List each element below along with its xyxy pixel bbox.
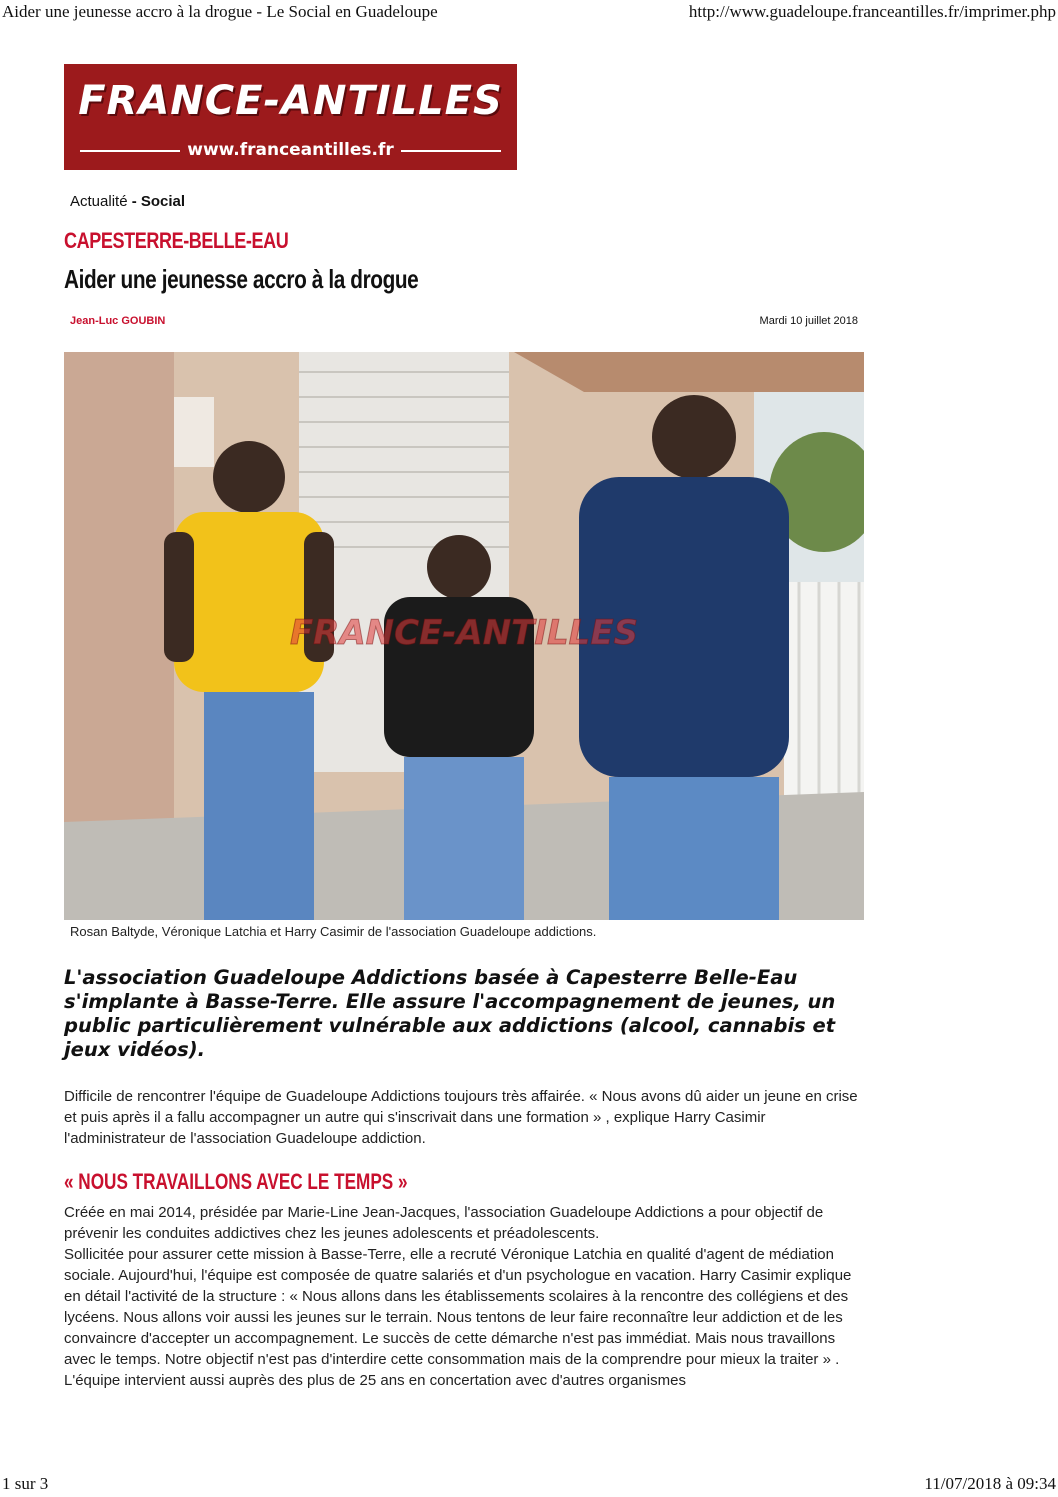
page-counter: 1 sur 3 [2,1474,49,1493]
breadcrumb [70,193,185,210]
paragraph-text: Difficile de rencontrer l'équipe de Guadeloupe Addictions toujours très affairée. « Nous avons dû aider un jeune en crise et puis après il a fallu accompagner un autre qui s'inscrivait dans une formation » , explique Harry Casimir l'administrateur de l'association Guadeloupe addiction. [64,1088,858,1147]
breadcrumb-category: - Social [131,193,186,210]
article-paragraph-1 [64,1086,864,1149]
article-lead: L'association Guadeloupe Addictions basée à Capesterre Belle-Eau s'implante à Basse-Terre. Elle assure l'accompagnement de jeunes, un public particulièrement vulnérable aux addictions (alcool, cannabis et jeux vidéos). [64,966,836,1061]
logo-url-row [64,138,517,162]
paragraph-text-b: Sollicitée pour assurer cette mission à Basse-Terre, elle a recruté Véronique Latchia en qualité d'agent de médiation sociale. Aujourd'hui, l'équipe est composée de quatre salariés et d'un psychologue en vacation. Harry Casimir explique en détail l'activité de la structure : « Nous allons dans les établissements scolaires à la rencontre des collégiens et des lycéens. Nous allons voir aussi les jeunes sur le terrain. Nous tentons de leur faire reconnaître leur addiction et de les convaincre d'accepter un accompagnement. Le succès de cette démarche n'est pas immédiat. Mais nous travaillons avec le temps. Notre objectif n'est pas d'interdire cette consommation mais de la comprendre pour mieux la traiter » . L'équipe intervient aussi auprès des plus de 25 ans en concertation avec d'autres organismes [64,1246,852,1389]
print-footer [0,1472,1058,1496]
article-author: Jean-Luc GOUBIN [70,315,166,327]
logo-rule-right [401,150,501,152]
print-page-title: Aider une jeunesse accro à la drogue - Le Social en Guadeloupe [2,2,438,21]
photo-caption: Rosan Baltyde, Véronique Latchia et Harry Casimir de l'association Guadeloupe addictions. [70,924,597,939]
site-logo [64,64,517,170]
print-url: http://www.guadeloupe.franceantilles.fr/imprimer.php [688,2,1056,21]
photo-illustration [64,352,864,920]
print-timestamp: 11/07/2018 à 09:34 [924,1474,1056,1493]
paragraph-text-a: Créée en mai 2014, présidée par Marie-Line Jean-Jacques, l'association Guadeloupe Addictions a pour objectif de prévenir les conduites addictives chez les jeunes adolescents et préadolescents. [64,1204,824,1242]
article-subhead: « NOUS TRAVAILLONS AVEC LE TEMPS » [64,1169,408,1194]
article-date: Mardi 10 juillet 2018 [759,315,858,327]
print-header [0,0,1058,26]
article-headline: Aider une jeunesse accro à la drogue [64,264,419,294]
article-photo [64,352,864,920]
breadcrumb-section: Actualité [70,193,128,210]
photo-watermark: FRANCE-ANTILLES [289,613,639,653]
article-paragraph-2 [64,1202,864,1391]
logo-url: www.franceantilles.fr [187,140,394,160]
article-kicker: CAPESTERRE-BELLE-EAU [64,228,289,253]
logo-name: FRANCE-ANTILLES [78,78,503,124]
